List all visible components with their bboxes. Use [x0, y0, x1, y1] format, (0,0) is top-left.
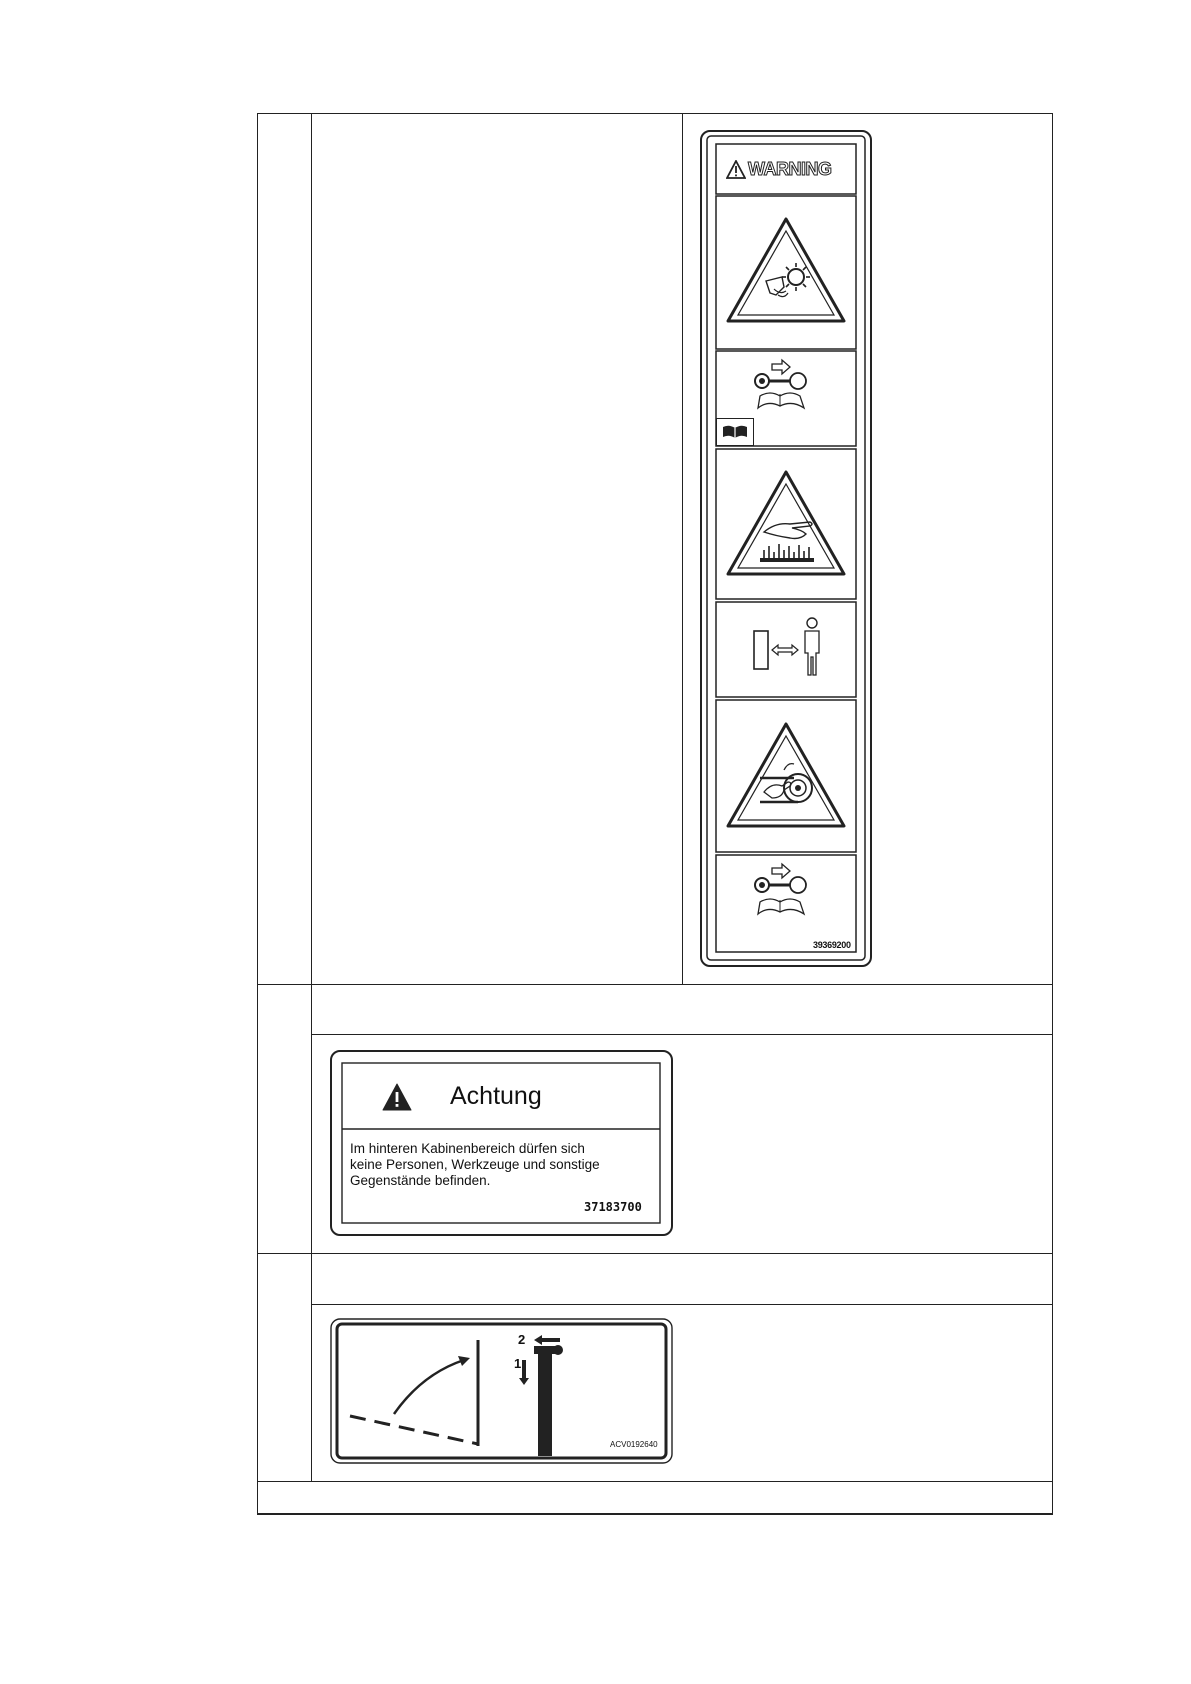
- achtung-message-line: Gegenstände befinden.: [350, 1173, 491, 1188]
- achtung-title: Achtung: [450, 1082, 542, 1110]
- table-border-left: [257, 113, 258, 1514]
- door-decal-part-number: ACV0192640: [610, 1440, 658, 1449]
- warning-decal: [700, 130, 872, 967]
- warning-header-label: WARNING: [748, 159, 832, 179]
- hot-surface-hazard-icon: [724, 468, 848, 580]
- keep-distance-icon: [750, 615, 830, 685]
- table-border-bottom: [257, 1513, 1053, 1515]
- table-column-divider: [311, 113, 312, 1481]
- table-border-top: [257, 113, 1053, 114]
- table-row-divider: [257, 1481, 1053, 1482]
- warning-triangle-icon: [726, 160, 746, 180]
- door-step-2-label: 2: [518, 1332, 526, 1347]
- table-subrow-divider: [311, 1304, 1053, 1305]
- rotating-parts-hazard-icon: [724, 215, 848, 327]
- table-row-divider: [257, 1253, 1053, 1254]
- achtung-message: [350, 1141, 600, 1189]
- warning-triangle-icon: [382, 1083, 412, 1111]
- achtung-decal: [330, 1050, 673, 1236]
- achtung-decal-part-number: 37183700: [584, 1200, 642, 1214]
- achtung-message-line: keine Personen, Werkzeuge und sonstige: [350, 1157, 600, 1172]
- table-subrow-divider: [311, 1034, 1053, 1035]
- table-row-divider: [257, 984, 1053, 985]
- door-step-1-label: 1: [514, 1356, 522, 1371]
- table-row1-column-divider: [682, 113, 683, 984]
- remove-key-read-manual-icon: [750, 860, 820, 922]
- belt-entanglement-hazard-icon: [724, 720, 848, 832]
- achtung-message-line: Im hinteren Kabinenbereich dürfen sich: [350, 1141, 585, 1156]
- door-swing-diagram-icon: [342, 1328, 492, 1456]
- warning-decal-part-number: 39369200: [813, 940, 851, 950]
- manual-book-icon: [716, 418, 754, 446]
- door-handle-diagram-icon: [502, 1330, 582, 1458]
- door-opening-decal: [330, 1318, 673, 1464]
- remove-key-read-manual-icon: [750, 356, 820, 416]
